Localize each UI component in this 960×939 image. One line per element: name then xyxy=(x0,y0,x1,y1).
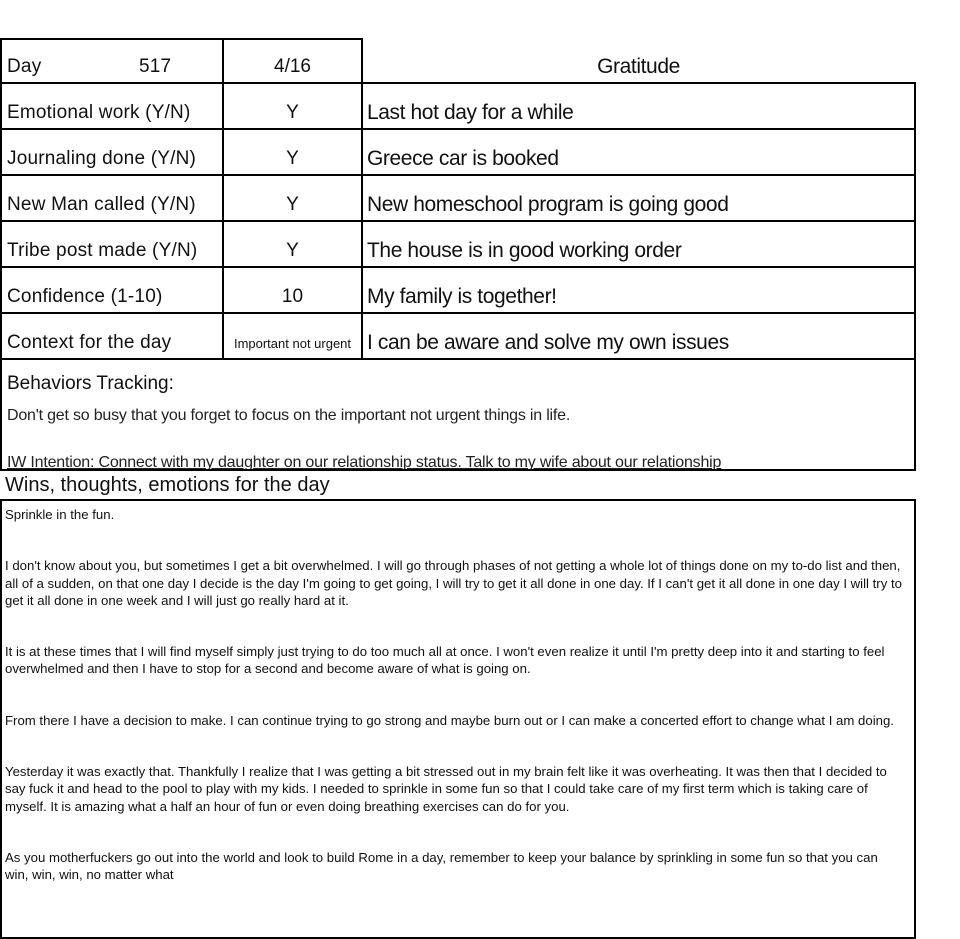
wins-paragraph: Yesterday it was exactly that. Thankfully I realize that I was getting a bit stressed out in my brain felt like it was overheating. It was then that I decided to say fuck it and head to the pool to play with my kids. I needed to sprinkle in some fun so that I could take care of my first term which is taking care of myself. It is amazing what a half an hour of fun or even doing breathing exercises can do for you. xyxy=(5,764,887,814)
row-label: Tribe post made (Y/N) xyxy=(0,222,224,268)
gratitude-item[interactable]: Last hot day for a while xyxy=(361,84,916,130)
row-value[interactable]: Y xyxy=(222,130,363,176)
gratitude-item[interactable]: I can be aware and solve my own issues xyxy=(361,314,916,360)
row-value[interactable]: Y xyxy=(222,84,363,130)
wins-paragraph: I don't know about you, but sometimes I get a bit overwhelmed. I will go through phases of not getting a whole lot of things done on my to-do list and then, all of a sudden, on that one day I decide is the day I'm going to get going, I will try to get it all done in one day. If I can't get it all done in one day I will try to get it all done in one week and I will just go really hard at it. xyxy=(5,558,902,608)
wins-paragraph: From there I have a decision to make. I can continue trying to go strong and maybe burn out or I can make a concerted effort to change what I am doing. xyxy=(5,712,894,728)
day-cell[interactable] xyxy=(0,38,224,84)
date-cell[interactable]: 4/16 xyxy=(222,38,363,84)
behaviors-tracking-box[interactable] xyxy=(0,359,916,471)
row-label: Emotional work (Y/N) xyxy=(0,84,224,130)
gratitude-header: Gratitude xyxy=(361,38,916,84)
gratitude-item[interactable]: New homeschool program is going good xyxy=(361,176,916,222)
wins-paragraph: It is at these times that I will find myself simply just trying to do too much all at once. I won't even realize it until I'm pretty deep into it and starting to feel overwhelmed and then I have to stop for a second and become aware of what is going on. xyxy=(5,644,885,677)
gratitude-item[interactable]: Greece car is booked xyxy=(361,130,916,176)
intention-line: IW Intention: Connect with my daughter on our relationship status. Talk to my wife about our relationship xyxy=(7,454,722,471)
row-label: Journaling done (Y/N) xyxy=(0,130,224,176)
gratitude-item[interactable]: The house is in good working order xyxy=(361,222,916,268)
wins-paragraph: As you motherfuckers go out into the world and look to build Rome in a day, remember to keep your balance by sprinkling in some fun so that you can win, win, win, no matter what xyxy=(5,849,878,883)
day-number: 517 xyxy=(139,56,172,77)
day-label: Day xyxy=(7,56,42,77)
row-value[interactable]: Y xyxy=(222,222,363,268)
row-value[interactable]: 10 xyxy=(222,268,363,314)
wins-text-box[interactable] xyxy=(0,499,916,939)
row-label: Confidence (1-10) xyxy=(0,268,224,314)
row-label: Context for the day xyxy=(0,314,224,360)
gratitude-item[interactable]: My family is together! xyxy=(361,268,916,314)
row-value[interactable]: Y xyxy=(222,176,363,222)
row-label: New Man called (Y/N) xyxy=(0,176,224,222)
row-value[interactable]: Important not urgent xyxy=(222,314,363,360)
behaviors-title: Behaviors Tracking: xyxy=(7,373,174,394)
behaviors-line: Don't get so busy that you forget to focus on the important not urgent things in life. xyxy=(7,407,571,424)
wins-title: Wins, thoughts, emotions for the day xyxy=(5,474,330,496)
wins-paragraph: Sprinkle in the fun. xyxy=(5,507,115,522)
